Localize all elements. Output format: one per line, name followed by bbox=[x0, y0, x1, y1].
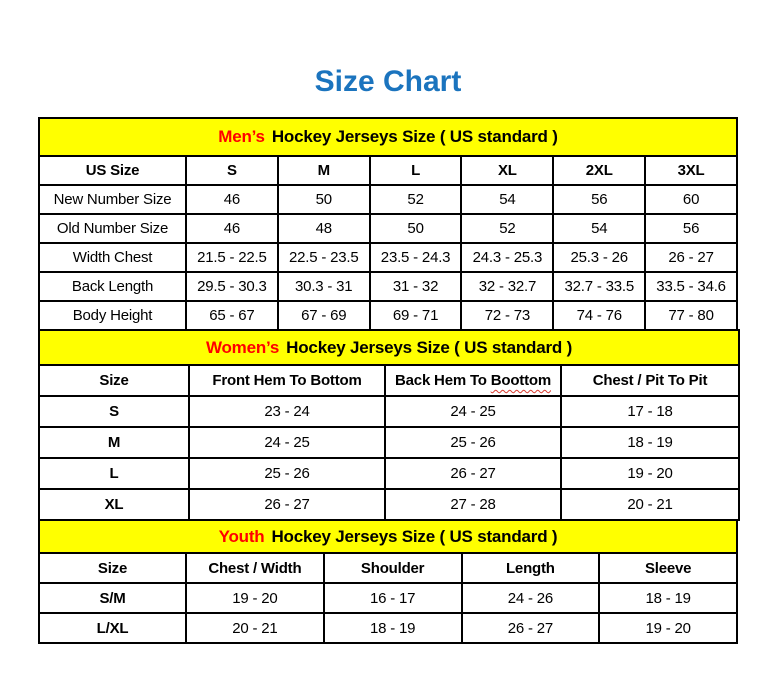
table-row bbox=[39, 272, 737, 301]
column-header: Front Hem To Bottom bbox=[189, 365, 385, 396]
mens-band-cell bbox=[39, 118, 737, 156]
value-cell: 24 - 26 bbox=[462, 583, 600, 613]
row-label-cell: Old Number Size bbox=[39, 214, 186, 243]
table-row bbox=[39, 396, 739, 427]
value-cell: 46 bbox=[186, 185, 278, 214]
youth-band-row bbox=[39, 520, 737, 553]
row-label-cell: XL bbox=[39, 489, 189, 520]
value-cell: 18 - 19 bbox=[599, 583, 737, 613]
value-cell: 50 bbox=[370, 214, 462, 243]
value-cell: 60 bbox=[645, 185, 737, 214]
value-cell: 24 - 25 bbox=[189, 427, 385, 458]
column-header: Back Hem To Boottom bbox=[385, 365, 561, 396]
column-header: 3XL bbox=[645, 156, 737, 185]
value-cell: 25.3 - 26 bbox=[553, 243, 645, 272]
value-cell: 20 - 21 bbox=[561, 489, 739, 520]
value-cell: 19 - 20 bbox=[599, 613, 737, 643]
value-cell: 54 bbox=[553, 214, 645, 243]
value-cell: 18 - 19 bbox=[324, 613, 462, 643]
column-header: US Size bbox=[39, 156, 186, 185]
value-cell: 67 - 69 bbox=[278, 301, 370, 330]
youth-header-row bbox=[39, 553, 737, 583]
misspelled-word: Boottom bbox=[490, 372, 551, 389]
column-header: Chest / Width bbox=[186, 553, 324, 583]
value-cell: 19 - 20 bbox=[186, 583, 324, 613]
column-header: L bbox=[370, 156, 462, 185]
column-header: S bbox=[186, 156, 278, 185]
value-cell: 46 bbox=[186, 214, 278, 243]
value-cell: 16 - 17 bbox=[324, 583, 462, 613]
mens-header-row bbox=[39, 156, 737, 185]
value-cell: 69 - 71 bbox=[370, 301, 462, 330]
column-header: Size bbox=[39, 553, 186, 583]
value-cell: 72 - 73 bbox=[461, 301, 553, 330]
value-cell: 29.5 - 30.3 bbox=[186, 272, 278, 301]
value-cell: 26 - 27 bbox=[645, 243, 737, 272]
value-cell: 26 - 27 bbox=[385, 458, 561, 489]
value-cell: 56 bbox=[645, 214, 737, 243]
mens-band-row bbox=[39, 118, 737, 156]
table-row bbox=[39, 301, 737, 330]
value-cell: 33.5 - 34.6 bbox=[645, 272, 737, 301]
youth-size-table bbox=[38, 519, 738, 644]
row-label-cell: L/XL bbox=[39, 613, 186, 643]
column-header: Size bbox=[39, 365, 189, 396]
value-cell: 65 - 67 bbox=[186, 301, 278, 330]
youth-band-highlight: Youth bbox=[218, 526, 265, 546]
mens-size-table bbox=[38, 117, 738, 331]
youth-table-body bbox=[39, 583, 737, 643]
value-cell: 32.7 - 33.5 bbox=[553, 272, 645, 301]
value-cell: 24.3 - 25.3 bbox=[461, 243, 553, 272]
value-cell: 25 - 26 bbox=[189, 458, 385, 489]
value-cell: 74 - 76 bbox=[553, 301, 645, 330]
value-cell: 54 bbox=[461, 185, 553, 214]
value-cell: 26 - 27 bbox=[462, 613, 600, 643]
value-cell: 77 - 80 bbox=[645, 301, 737, 330]
value-cell: 23.5 - 24.3 bbox=[370, 243, 462, 272]
row-label-cell: S bbox=[39, 396, 189, 427]
value-cell: 26 - 27 bbox=[189, 489, 385, 520]
value-cell: 23 - 24 bbox=[189, 396, 385, 427]
row-label-cell: L bbox=[39, 458, 189, 489]
row-label-cell: M bbox=[39, 427, 189, 458]
value-cell: 25 - 26 bbox=[385, 427, 561, 458]
row-label-cell: S/M bbox=[39, 583, 186, 613]
value-cell: 18 - 19 bbox=[561, 427, 739, 458]
column-header: 2XL bbox=[553, 156, 645, 185]
column-header: M bbox=[278, 156, 370, 185]
column-header: XL bbox=[461, 156, 553, 185]
column-header: Chest / Pit To Pit bbox=[561, 365, 739, 396]
youth-band-cell bbox=[39, 520, 737, 553]
value-cell: 17 - 18 bbox=[561, 396, 739, 427]
value-cell: 52 bbox=[370, 185, 462, 214]
value-cell: 31 - 32 bbox=[370, 272, 462, 301]
size-tables-stack bbox=[38, 117, 738, 644]
table-row bbox=[39, 583, 737, 613]
mens-table-body bbox=[39, 185, 737, 330]
value-cell: 22.5 - 23.5 bbox=[278, 243, 370, 272]
value-cell: 20 - 21 bbox=[186, 613, 324, 643]
womens-table-body bbox=[39, 396, 739, 520]
page-title: Size Chart bbox=[314, 65, 462, 98]
womens-band-highlight: Women’s bbox=[205, 337, 280, 357]
row-label-cell: Back Length bbox=[39, 272, 186, 301]
value-cell: 30.3 - 31 bbox=[278, 272, 370, 301]
row-label-cell: New Number Size bbox=[39, 185, 186, 214]
womens-header-row bbox=[39, 365, 739, 396]
youth-band-text: Hockey Jerseys Size ( US standard ) bbox=[271, 526, 558, 546]
value-cell: 56 bbox=[553, 185, 645, 214]
row-label-cell: Body Height bbox=[39, 301, 186, 330]
table-row bbox=[39, 489, 739, 520]
column-header: Shoulder bbox=[324, 553, 462, 583]
value-cell: 50 bbox=[278, 185, 370, 214]
value-cell: 21.5 - 22.5 bbox=[186, 243, 278, 272]
value-cell: 32 - 32.7 bbox=[461, 272, 553, 301]
womens-band-cell bbox=[39, 330, 739, 365]
womens-band-row bbox=[39, 330, 739, 365]
table-row bbox=[39, 427, 739, 458]
value-cell: 24 - 25 bbox=[385, 396, 561, 427]
value-cell: 52 bbox=[461, 214, 553, 243]
column-header: Sleeve bbox=[599, 553, 737, 583]
value-cell: 48 bbox=[278, 214, 370, 243]
mens-band-text: Hockey Jerseys Size ( US standard ) bbox=[271, 127, 558, 146]
womens-band-text: Hockey Jerseys Size ( US standard ) bbox=[286, 337, 573, 357]
table-row bbox=[39, 243, 737, 272]
table-row bbox=[39, 458, 739, 489]
mens-band-highlight: Men’s bbox=[218, 127, 265, 146]
table-row bbox=[39, 613, 737, 643]
table-row bbox=[39, 214, 737, 243]
row-label-cell: Width Chest bbox=[39, 243, 186, 272]
value-cell: 27 - 28 bbox=[385, 489, 561, 520]
table-row bbox=[39, 185, 737, 214]
womens-size-table bbox=[38, 329, 740, 521]
value-cell: 19 - 20 bbox=[561, 458, 739, 489]
column-header: Length bbox=[462, 553, 600, 583]
